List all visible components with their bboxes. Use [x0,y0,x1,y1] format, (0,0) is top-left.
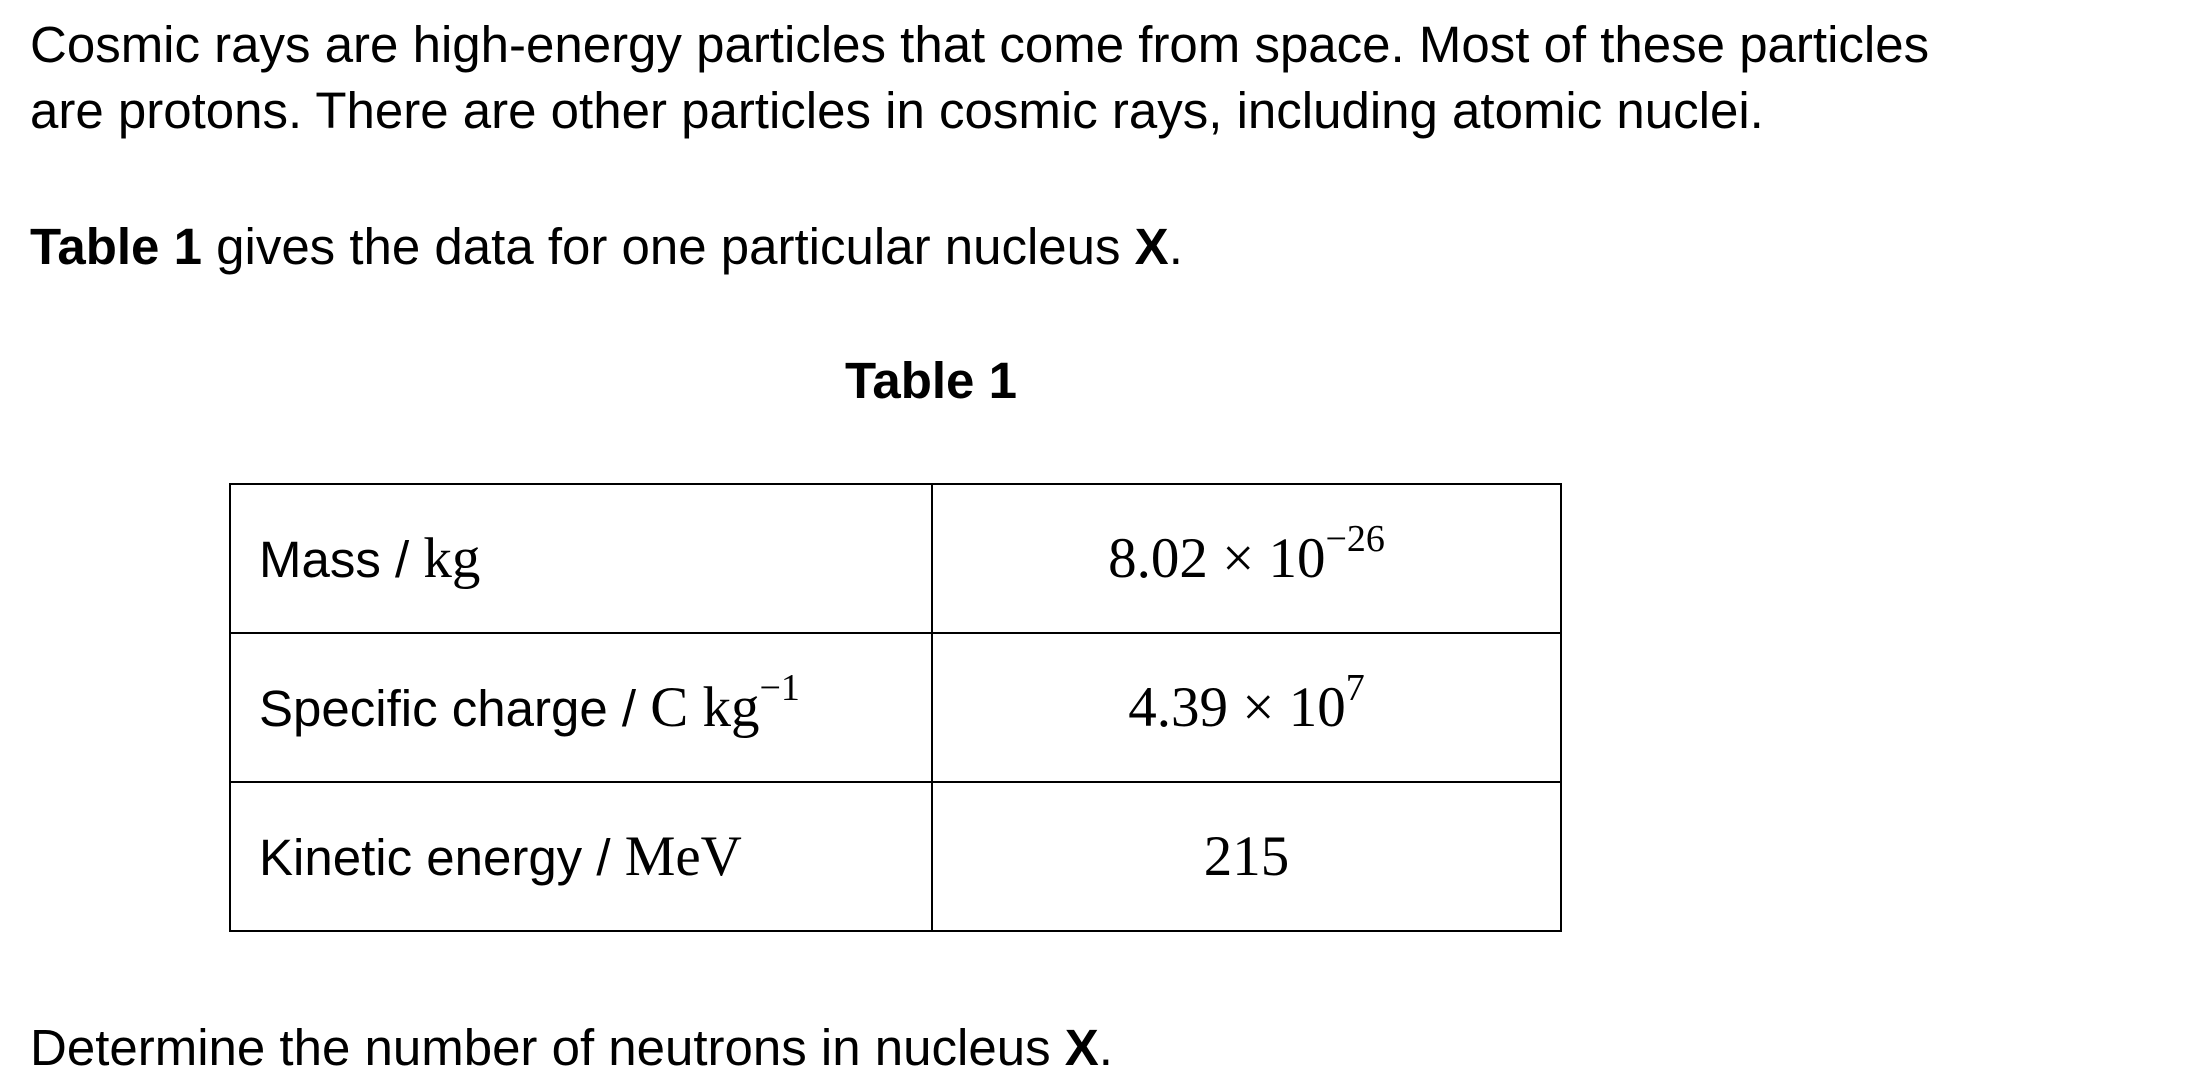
quantity-name: Kinetic energy [259,829,583,886]
value-times-sign: × [1207,527,1269,590]
table-row-mass [230,484,1561,633]
quantity-separator: / [582,829,625,886]
value-mantissa: 8.02 [1108,527,1208,590]
quantity-unit: MeV [624,825,742,888]
value-exponent: −26 [1325,518,1385,560]
value-base: 10 [1288,676,1346,739]
row-value-kinetic-energy [932,782,1561,931]
value-times-sign: × [1228,676,1289,739]
table-row-specific-charge [230,633,1561,782]
nucleus-data-table [229,483,1562,932]
row-label-mass [230,484,932,633]
unit-exponent: −1 [759,667,800,709]
quantity-unit: kg [423,527,481,590]
table-caption: Table 1 [845,352,1017,409]
row-value-mass [932,484,1561,633]
table-row-kinetic-energy [230,782,1561,931]
quantity-name: Specific charge [259,680,608,737]
table-intro-period: . [1168,218,1183,275]
row-label-specific-charge [230,633,932,782]
row-value-specific-charge [932,633,1561,782]
intro-line-2: are protons. There are other particles in cosmic rays, including atomic nuclei. [30,82,1764,139]
row-label-kinetic-energy [230,782,932,931]
question-period: . [1098,1019,1113,1076]
quantity-separator: / [380,531,424,588]
intro-line-1: Cosmic rays are high-energy particles that come from space. Most of these particles [30,16,1930,73]
value-exponent: 7 [1345,667,1365,709]
quantity-unit: C kg [650,676,760,739]
intro-text [30,12,1929,144]
table-intro-text: gives the data for one particular nucleus [201,218,1135,275]
value-base: 10 [1268,527,1326,590]
table-intro-sentence [30,214,1183,280]
value-mantissa: 4.39 [1128,676,1229,739]
quantity-separator: / [607,680,651,737]
question-text: Determine the number of neutrons in nucleus [30,1019,1065,1076]
question-sentence [30,1015,1113,1081]
quantity-name: Mass [259,531,381,588]
nucleus-symbol: X [1134,218,1169,275]
value-mantissa: 215 [1203,825,1290,888]
nucleus-symbol: X [1064,1019,1099,1076]
table-reference: Table 1 [30,218,202,275]
